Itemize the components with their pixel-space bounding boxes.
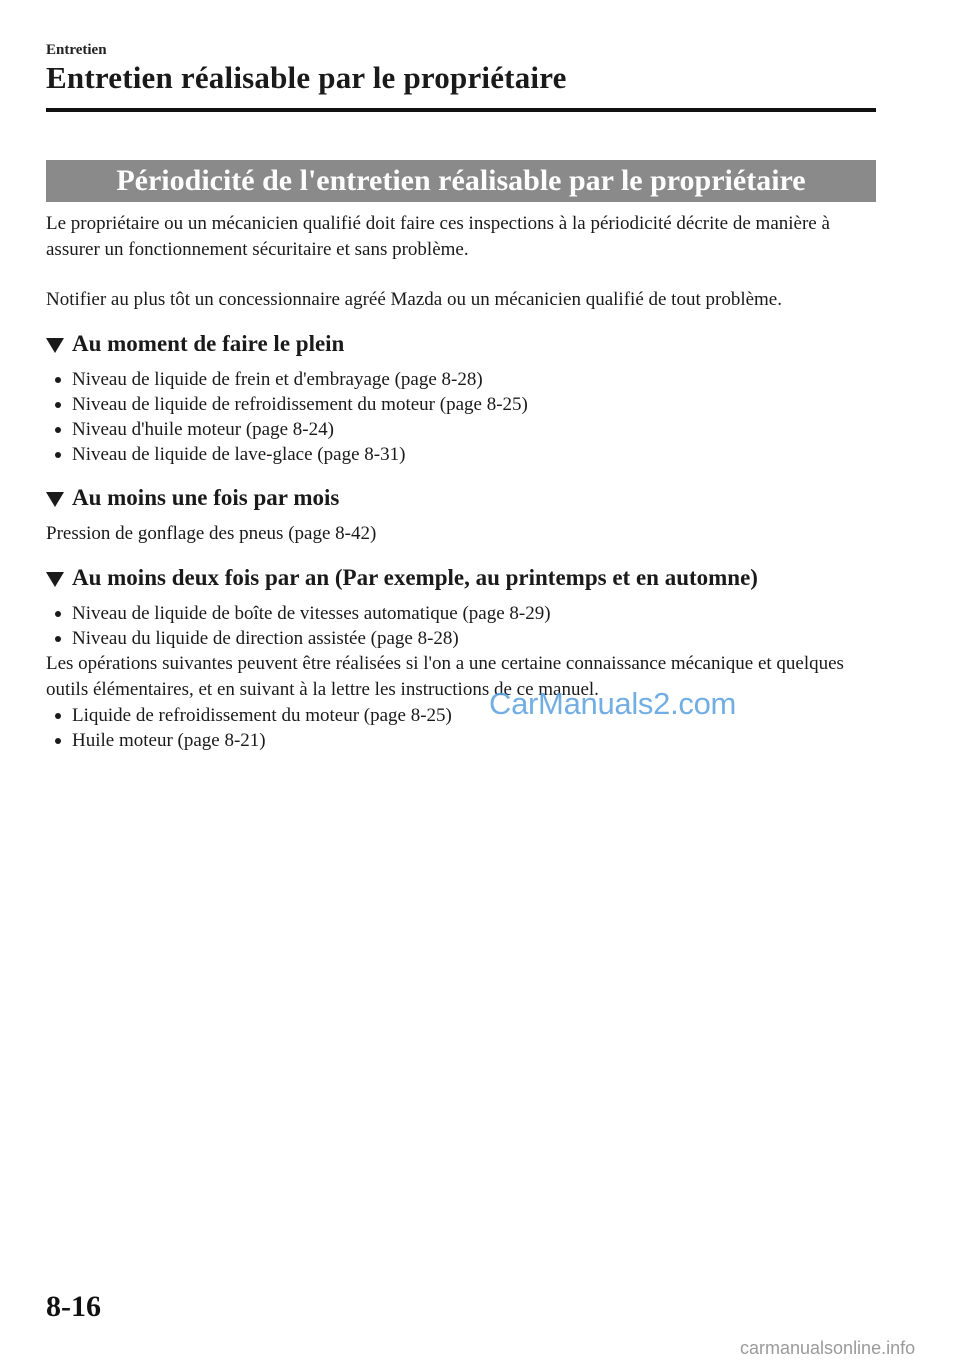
list-item: Huile moteur (page 8-21) (46, 728, 876, 753)
twice-yearly-checklist (46, 601, 876, 651)
section-banner: Périodicité de l'entretien réalisable par le propriétaire (46, 160, 876, 202)
subheading-text: Au moment de faire le plein (72, 331, 345, 356)
list-item: Liquide de refroidissement du moteur (page 8-25) (46, 703, 876, 728)
owner-operations-list (46, 703, 876, 753)
bullet-icon (55, 713, 61, 719)
footer-site-link[interactable]: carmanualsonline.info (740, 1338, 916, 1358)
header-divider (46, 108, 876, 112)
intro-paragraph-2: Notifier au plus tôt un concessionnaire agréé Mazda ou un mécanicien qualifié de tout problème. (46, 289, 782, 310)
header-section-label: Entretien (46, 42, 107, 58)
refuel-checklist (46, 367, 876, 467)
page-title: Entretien réalisable par le propriétaire (46, 60, 567, 95)
list-item: Niveau de liquide de refroidissement du moteur (page 8-25) (46, 392, 876, 417)
main-content (46, 211, 876, 753)
monthly-text: Pression de gonflage des pneus (page 8-42) (46, 523, 377, 544)
subheading-refuel (46, 329, 876, 359)
bullet-icon (55, 427, 61, 433)
bullet-icon (55, 452, 61, 458)
list-item: Niveau de liquide de lave-glace (page 8-31) (46, 442, 876, 467)
page-number: 8-16 (46, 1290, 101, 1323)
bullet-icon (55, 636, 61, 642)
list-item: Niveau de liquide de frein et d'embrayage (page 8-28) (46, 367, 876, 392)
bullet-icon (55, 611, 61, 617)
owner-operations-text: Les opérations suivantes peuvent être réalisées si l'on a une certaine connaissance mécanique et quelques outils élémentaires, et en suivant à la lettre les instructions de ce manuel. (46, 653, 844, 700)
triangle-marker-icon (46, 572, 64, 587)
list-item: Niveau du liquide de direction assistée (page 8-28) (46, 626, 876, 651)
subheading-text: Au moins une fois par mois (72, 485, 340, 510)
bullet-icon (55, 738, 61, 744)
watermark-logo: CarManuals2.com (489, 686, 737, 721)
bullet-icon (55, 402, 61, 408)
subheading-text: Au moins deux fois par an (Par exemple, au printemps et en automne) (72, 565, 758, 590)
subheading-twice-yearly (46, 563, 876, 593)
intro-paragraph-1: Le propriétaire ou un mécanicien qualifié doit faire ces inspections à la périodicité décrite de manière à assurer un fonctionnement sécuritaire et sans problème. (46, 213, 830, 260)
triangle-marker-icon (46, 338, 64, 353)
subheading-monthly (46, 483, 876, 513)
bullet-icon (55, 377, 61, 383)
list-item: Niveau de liquide de boîte de vitesses automatique (page 8-29) (46, 601, 876, 626)
triangle-marker-icon (46, 492, 64, 507)
list-item: Niveau d'huile moteur (page 8-24) (46, 417, 876, 442)
